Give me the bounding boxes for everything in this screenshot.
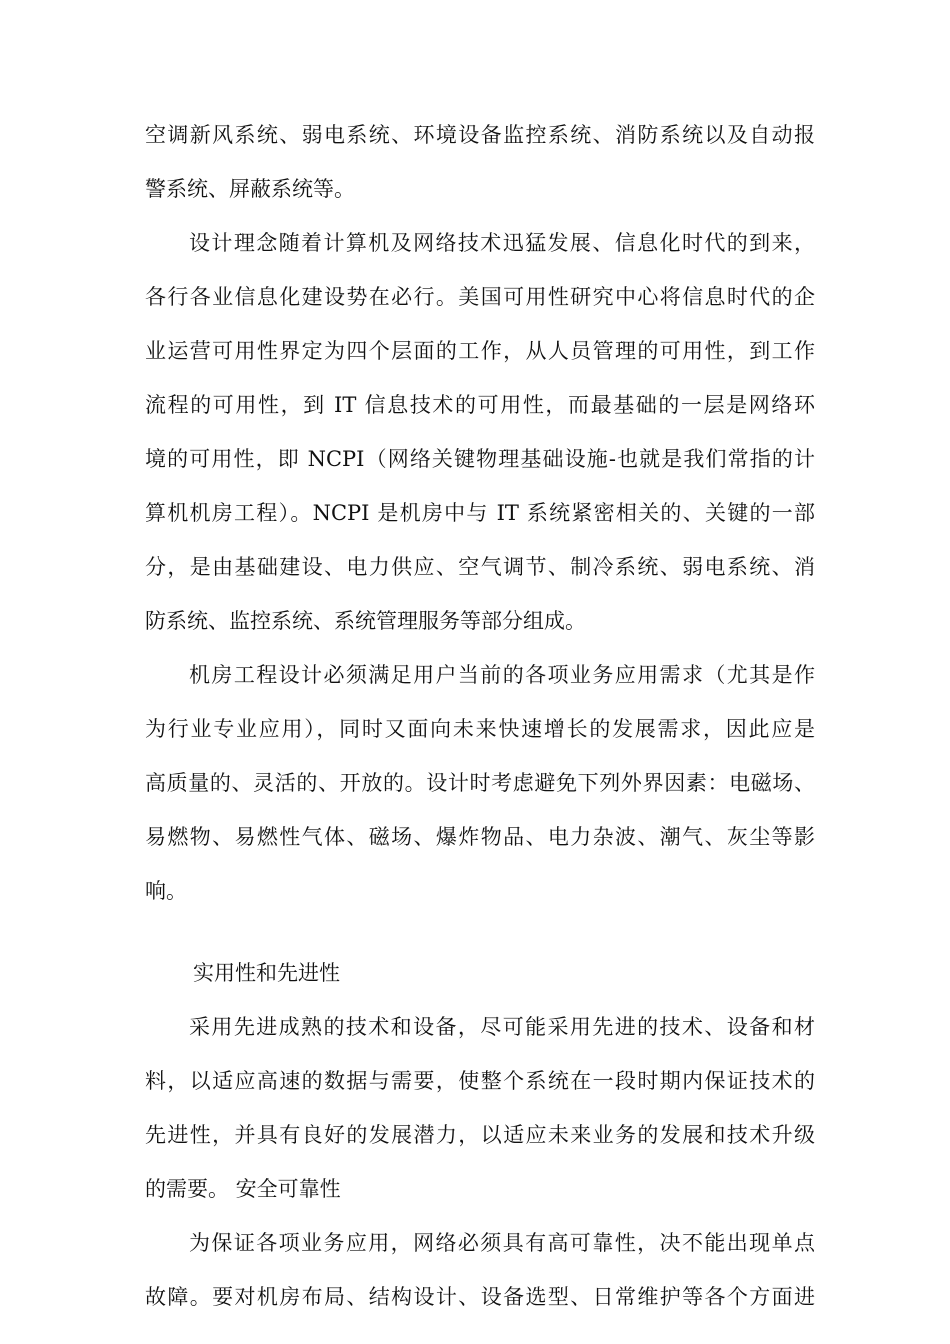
text-line-15: 响。 bbox=[145, 879, 187, 903]
text-line-2: 警系统、屏蔽系统等。 bbox=[145, 177, 355, 201]
text-line-13: 高质量的、灵活的、开放的。设计时考虑避免下列外界因素：电磁场、 bbox=[145, 771, 815, 795]
text-line-14: 易燃物、易燃性气体、磁场、爆炸物品、电力杂波、潮气、灰尘等影 bbox=[145, 825, 815, 849]
text-line-10: 防系统、监控系统、系统管理服务等部分组成。 bbox=[145, 609, 586, 633]
text-line-3: 设计理念随着计算机及网络技术迅猛发展、信息化时代的到来， bbox=[189, 231, 815, 255]
text-line-19: 先进性，并具有良好的发展潜力，以适应未来业务的发展和技术升级 bbox=[145, 1123, 815, 1147]
text-line-18: 料，以适应高速的数据与需要，使整个系统在一段时期内保证技术的 bbox=[145, 1069, 815, 1093]
text-line-5: 业运营可用性界定为四个层面的工作，从人员管理的可用性，到工作 bbox=[145, 339, 815, 363]
text-line-7: 境的可用性，即 NCPI（网络关键物理基础设施-也就是我们常指的计 bbox=[145, 447, 815, 471]
text-line-17: 采用先进成熟的技术和设备，尽可能采用先进的技术、设备和材 bbox=[189, 1015, 815, 1039]
paragraph-gap bbox=[145, 918, 815, 946]
text-line-4: 各行各业信息化建设势在必行。美国可用性研究中心将信息时代的企 bbox=[145, 285, 815, 309]
text-line-20: 的需要。 安全可靠性 bbox=[145, 1177, 341, 1201]
text-line-21: 为保证各项业务应用，网络必须具有高可靠性，决不能出现单点 bbox=[189, 1231, 815, 1255]
text-line-11: 机房工程设计必须满足用户当前的各项业务应用需求（尤其是作 bbox=[189, 663, 815, 687]
text-line-1: 空调新风系统、弱电系统、环境设备监控系统、消防系统以及自动报 bbox=[145, 123, 815, 147]
section-heading-practicality: 实用性和先进性 bbox=[193, 961, 340, 985]
text-line-22: 故障。要对机房布局、结构设计、设备选型、日常维护等各个方面进 bbox=[145, 1285, 815, 1309]
text-line-9: 分，是由基础建设、电力供应、空气调节、制冷系统、弱电系统、消 bbox=[145, 555, 815, 579]
text-line-12: 为行业专业应用），同时又面向未来快速增长的发展需求，因此应是 bbox=[145, 717, 815, 741]
text-line-6: 流程的可用性，到 IT 信息技术的可用性，而最基础的一层是网络环 bbox=[145, 393, 815, 417]
document-body bbox=[145, 108, 815, 1324]
text-line-8: 算机机房工程）。NCPI 是机房中与 IT 系统紧密相关的、关键的一部 bbox=[145, 501, 815, 525]
